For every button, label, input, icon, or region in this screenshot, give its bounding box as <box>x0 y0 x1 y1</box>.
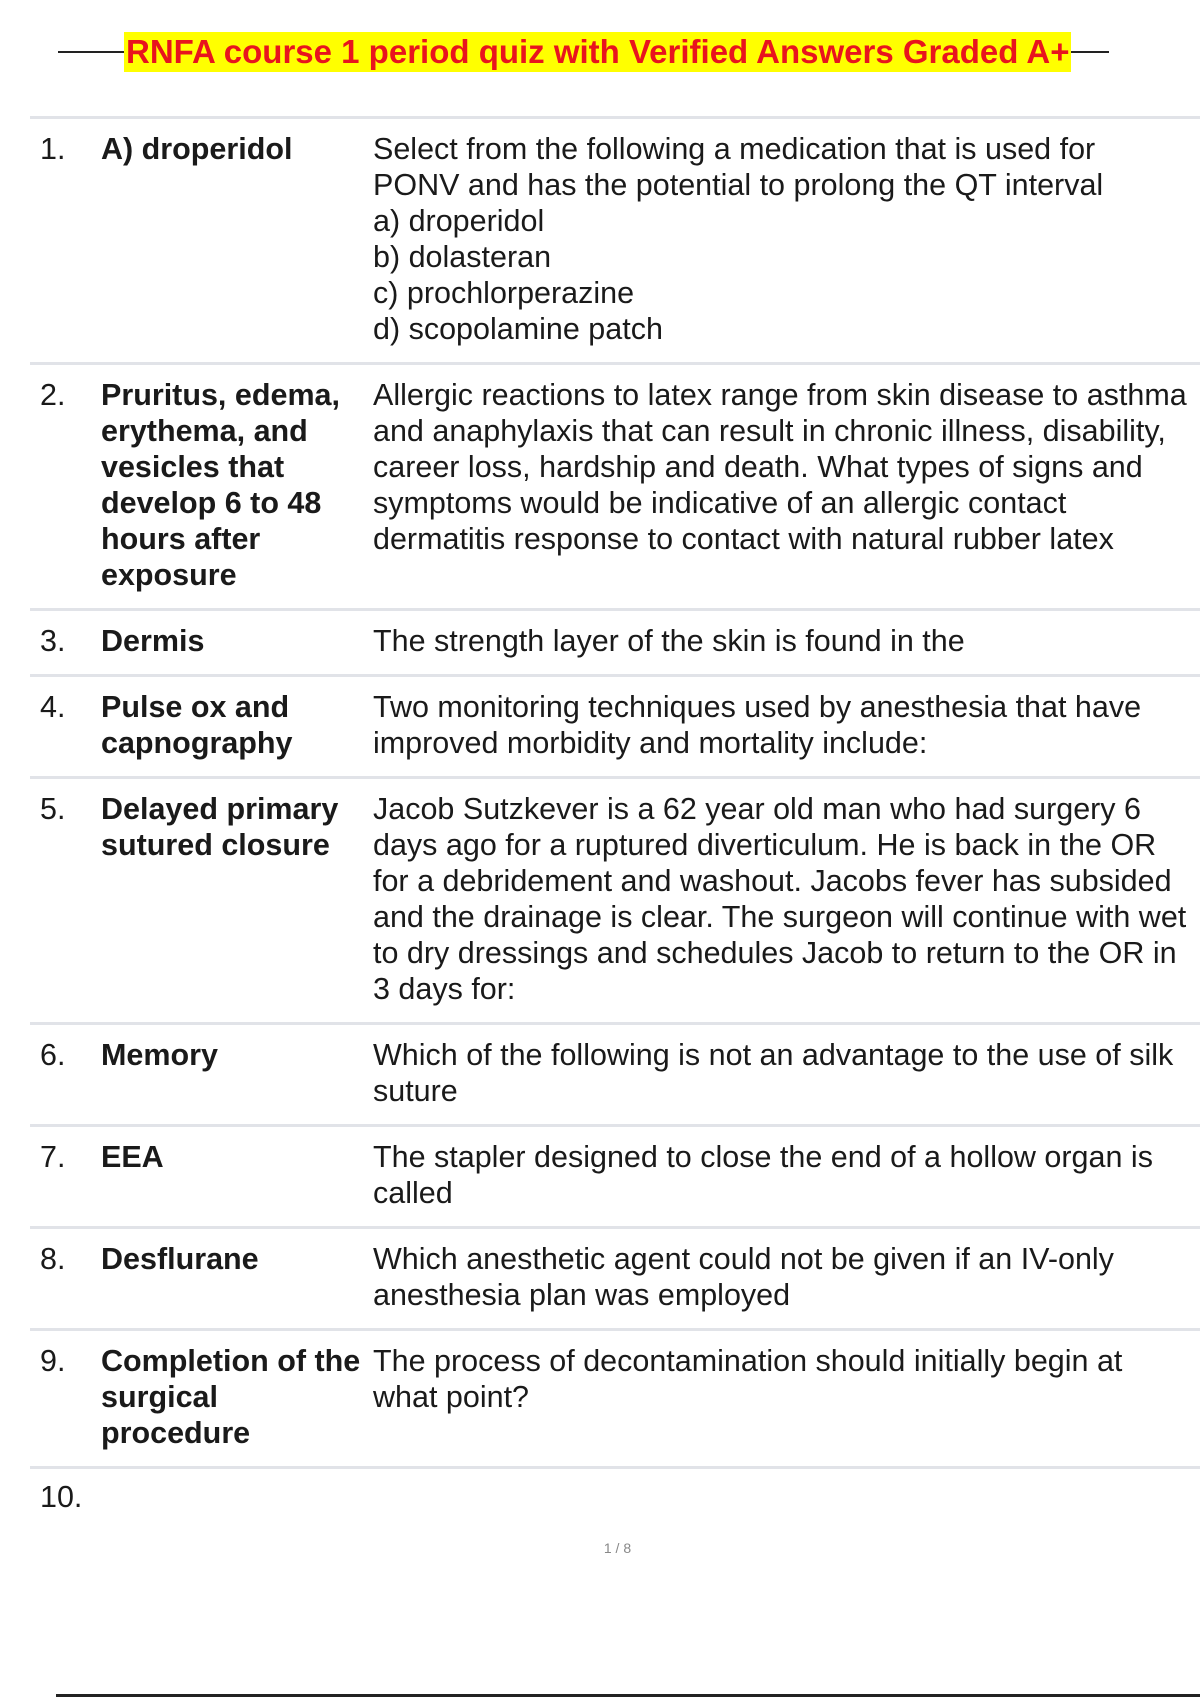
answer-text: Dermis <box>101 624 205 658</box>
question-number: 5. <box>40 792 66 826</box>
answer-option: a) droperidol <box>373 204 545 238</box>
table-row <box>30 365 1200 611</box>
question-text: Which anesthetic agent could not be given if an IV-only anesthesia plan was employed <box>373 1242 1114 1312</box>
table-row <box>30 1331 1200 1469</box>
answer-option: d) scopolamine patch <box>373 312 663 346</box>
question-text: The process of decontamination should initially begin at what point? <box>373 1344 1123 1414</box>
question-stem: Select from the following a medication that is used for PONV and has the potential to prolong the QT interval <box>373 132 1104 202</box>
answer-text <box>101 1479 373 1515</box>
question-number: 8. <box>40 1242 66 1276</box>
answer-option: b) dolasteran <box>373 240 552 274</box>
question-number: 4. <box>40 690 66 724</box>
question-text: Two monitoring techniques used by anesthesia that have improved morbidity and mortality include: <box>373 690 1142 760</box>
question-number: 9. <box>40 1344 66 1378</box>
table-row <box>30 1127 1200 1229</box>
question-text: Which of the following is not an advantage to the use of silk suture <box>373 1038 1174 1108</box>
question-text <box>373 131 1200 347</box>
answer-text: Desflurane <box>101 1242 259 1276</box>
table-row <box>30 611 1200 677</box>
table-row <box>30 677 1200 779</box>
title-rule-left <box>58 51 124 53</box>
footer-rule <box>56 1694 1200 1697</box>
table-row <box>30 1229 1200 1331</box>
question-text: Jacob Sutzkever is a 62 year old man who had surgery 6 days ago for a ruptured diverticulum. He is back in the OR for a debridement and washout. Jacobs fever has subsided and the drainage is clear. The surgeon will continue with wet to dry dressings and schedules Jacob to return to the OR in 3 days for: <box>373 792 1187 1006</box>
question-number: 1. <box>40 132 66 166</box>
page-indicator: 1 / 8 <box>603 1540 632 1556</box>
question-number: 2. <box>40 378 66 412</box>
title-rule-right <box>1071 51 1109 53</box>
answer-text: Pruritus, edema, erythema, and vesicles that develop 6 to 48 hours after exposure <box>101 378 340 592</box>
table-row <box>30 1469 1200 1530</box>
table-row <box>30 119 1200 365</box>
question-number: 6. <box>40 1038 66 1072</box>
document-title: RNFA course 1 period quiz with Verified Answers Graded A+ <box>126 33 1070 70</box>
question-number: 10. <box>40 1480 83 1514</box>
question-text <box>373 1479 1200 1515</box>
answer-text: Delayed primary sutured closure <box>101 792 339 862</box>
answer-option: c) prochlorperazine <box>373 276 635 310</box>
question-text: The stapler designed to close the end of a hollow organ is called <box>373 1140 1153 1210</box>
answer-text: Pulse ox and capnography <box>101 690 293 760</box>
table-row <box>30 779 1200 1025</box>
table-row <box>30 1025 1200 1127</box>
qa-table <box>30 116 1200 1530</box>
answer-text: Completion of the surgical procedure <box>101 1344 361 1450</box>
answer-text: A) droperidol <box>101 132 293 166</box>
question-text: Allergic reactions to latex range from skin disease to asthma and anaphylaxis that can result in chronic illness, disability, career loss, hardship and death. What types of signs and symptoms would be indicative of an allergic contact dermatitis response to contact with natural rubber latex <box>373 378 1187 556</box>
question-text: The strength layer of the skin is found in the <box>373 624 965 658</box>
answer-text: Memory <box>101 1038 218 1072</box>
answer-text: EEA <box>101 1140 164 1174</box>
question-number: 7. <box>40 1140 66 1174</box>
question-number: 3. <box>40 624 66 658</box>
document-header <box>58 28 1132 76</box>
